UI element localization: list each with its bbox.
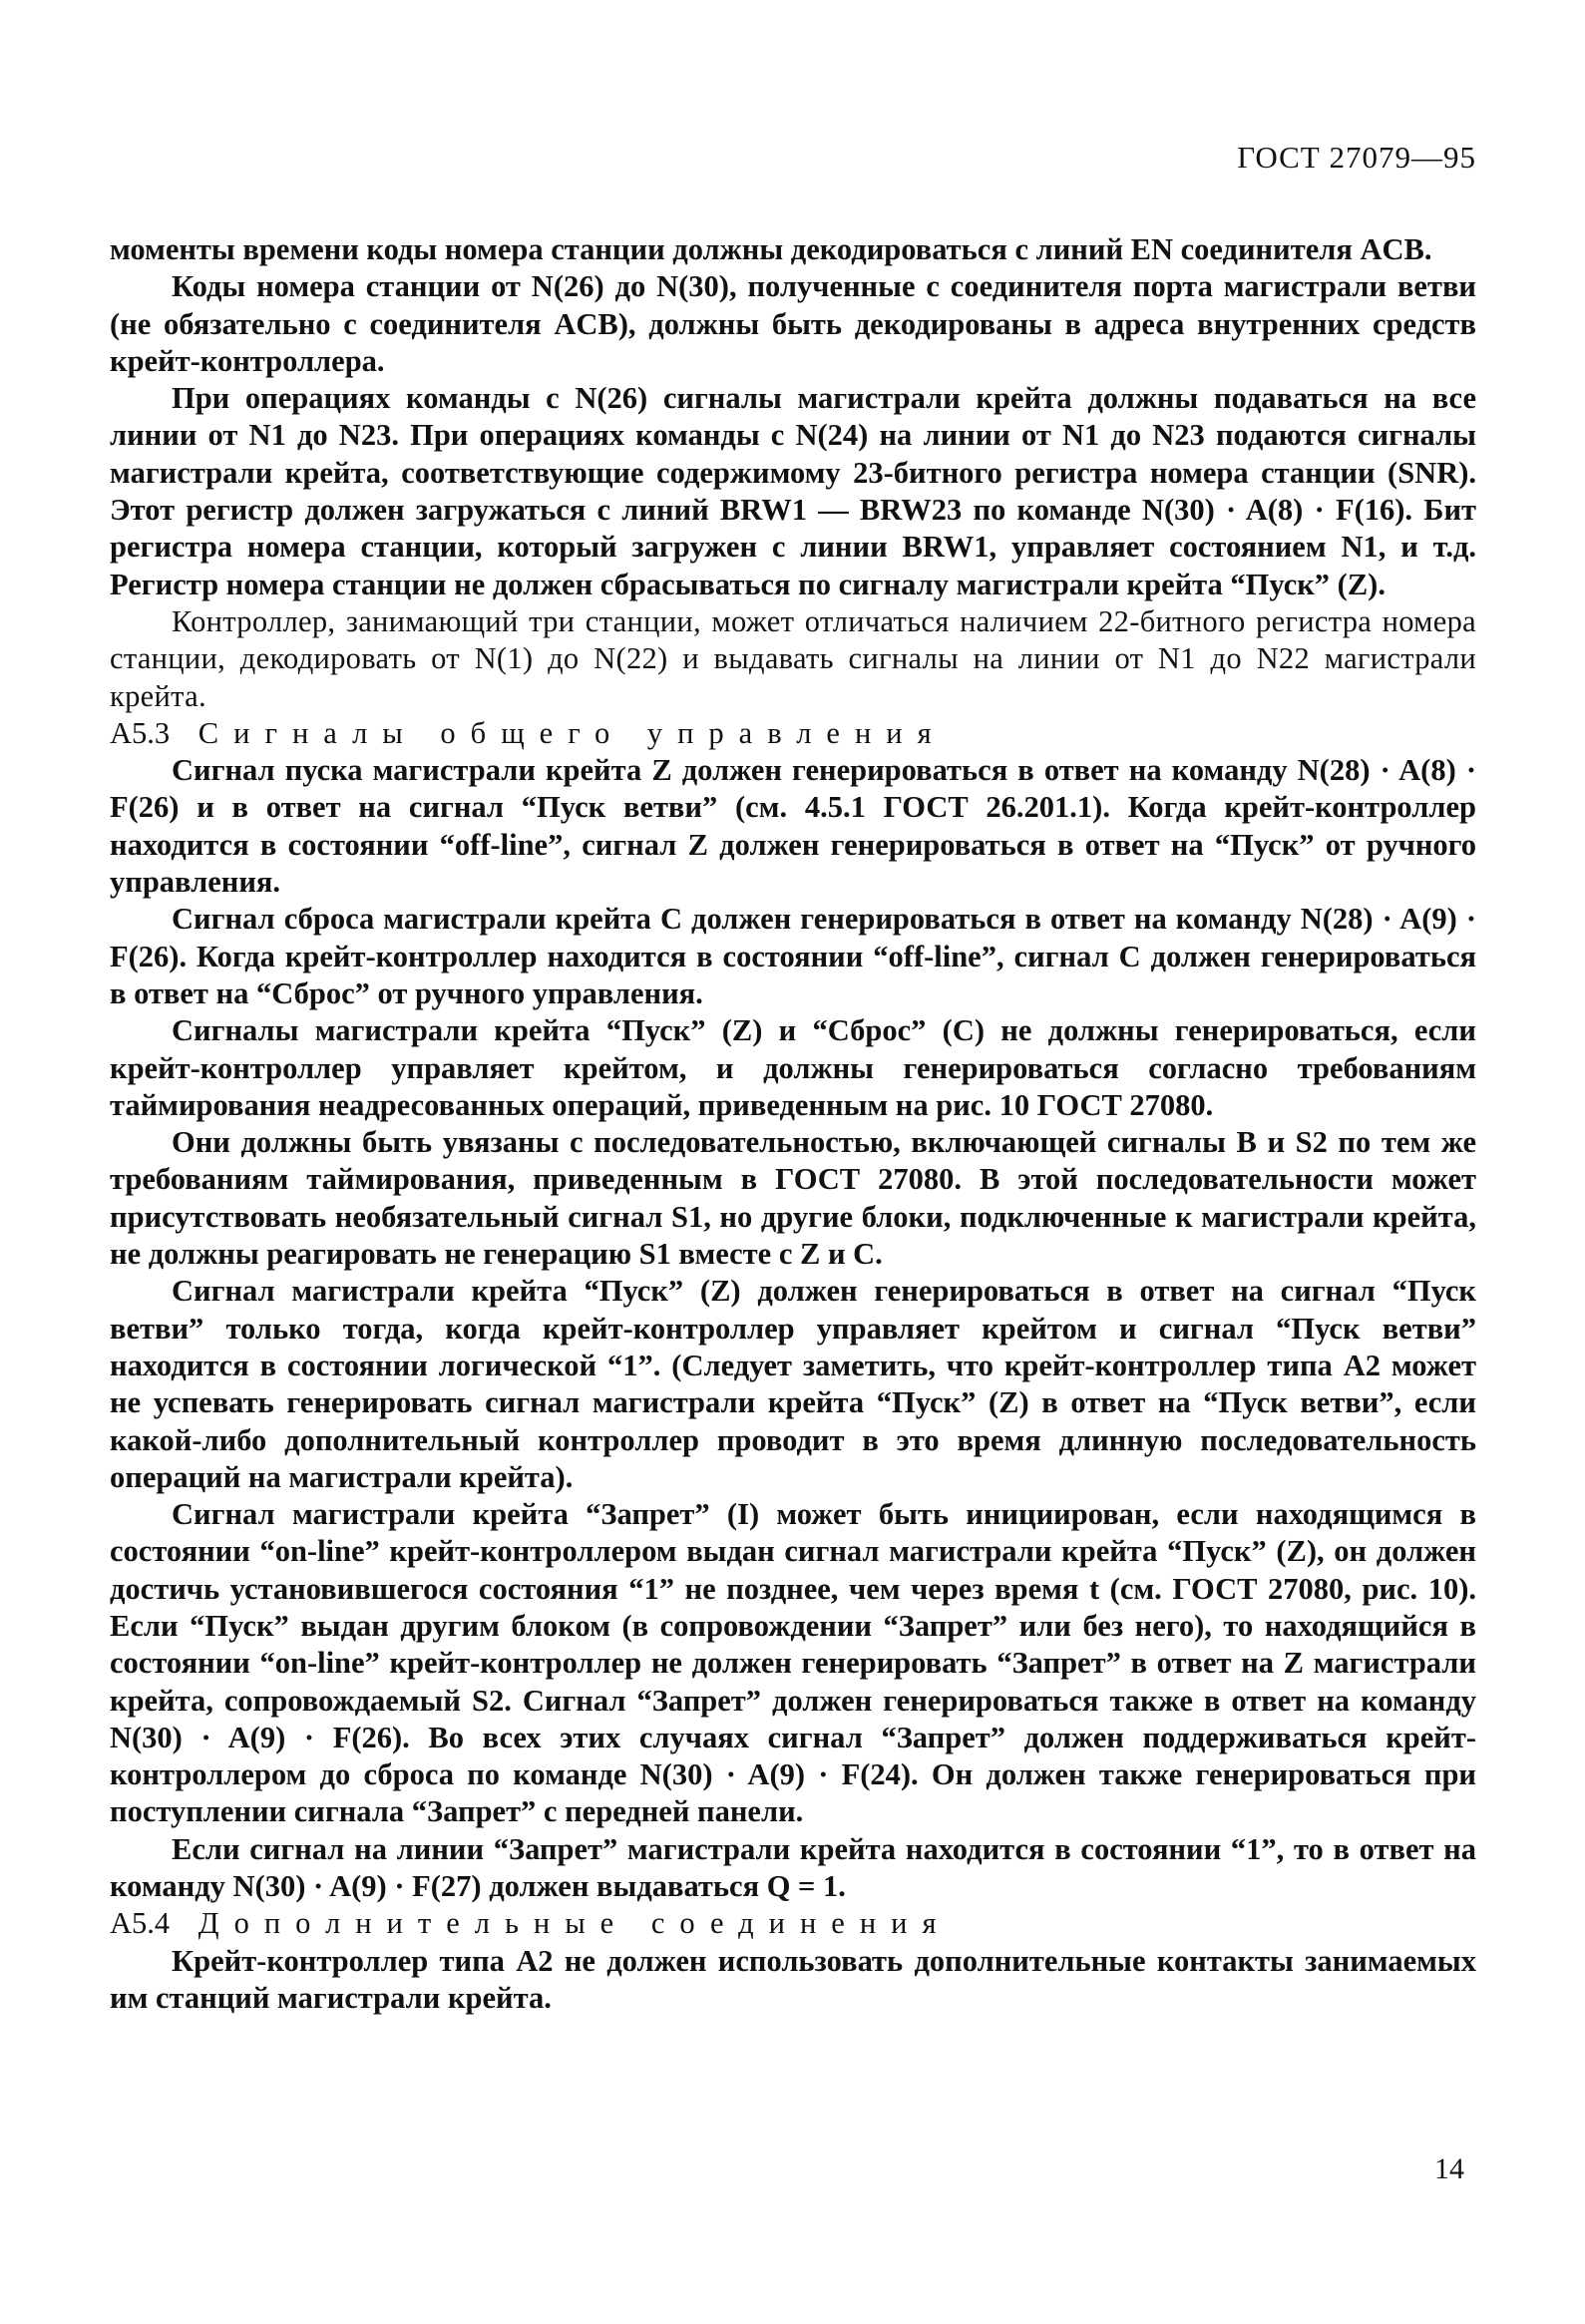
section-heading	[110, 1905, 1476, 1942]
paragraph: При операциях команды с N(26) сигналы магистрали крейта должны подаваться на все линии от N1 до N23. При операциях команды с N(24) на линии от N1 до N23 подаются сигналы магистрали крейта, соответствующие содержимому 23-битного регистра номера станции (SNR). Этот регистр должен загружаться с линий BRW1 — BRW23 по команде N(30) · A(8) · F(16). Бит регистра номера станции, который загружен с линии BRW1, управляет состоянием N1, и т.д. Регистр номера станции не должен сбрасываться по сигналу магистрали крейта “Пуск” (Z).	[110, 381, 1476, 601]
paragraph: Если сигнал на линии “Запрет” магистрали крейта находится в состоянии “1”, то в ответ на команду N(30) · A(9) · F(27) должен выдаваться Q = 1.	[110, 1831, 1476, 1904]
paragraph-continuation: моменты времени коды номера станции должны декодироваться с линий EN соединителя ACB.	[110, 232, 1432, 266]
page-number: 14	[1434, 2152, 1464, 2185]
paragraph: Сигнал пуска магистрали крейта Z должен генерироваться в ответ на команду N(28) · A(8) · F(26) и в ответ на сигнал “Пуск ветви” (см. 4.5.1 ГОСТ 26.201.1). Когда крейт-контроллер находится в состоянии “off-line”, сигнал Z должен генерироваться в ответ на “Пуск” от ручного управления.	[110, 753, 1476, 900]
paragraph: Сигнал сброса магистрали крейта C должен генерироваться в ответ на команду N(28) · A(9) · F(26). Когда крейт-контроллер находится в состоянии “off-line”, сигнал C должен генерироваться в ответ на “Сброс” от ручного управления.	[110, 902, 1476, 1010]
document-body	[110, 231, 1476, 2017]
paragraph: Сигнал магистрали крейта “Пуск” (Z) должен генерироваться в ответ на сигнал “Пуск ветви” только тогда, когда крейт-контроллер управляет крейтом и сигнал “Пуск ветви” находится в состоянии логической “1”. (Следует заметить, что крейт-контроллер типа A2 может не успевать генерировать сигнал магистрали крейта “Пуск” (Z) в ответ на “Пуск ветви”, если какой-либо дополнительный контроллер проводит в это время длинную последовательность операций на магистрали крейта).	[110, 1274, 1476, 1494]
paragraph: Сигналы магистрали крейта “Пуск” (Z) и “Сброс” (C) не должны генерироваться, если крейт-контроллер управляет крейтом, и должны генерироваться согласно требованиям таймирования неадресованных операций, приведенным на рис. 10 ГОСТ 27080.	[110, 1013, 1476, 1122]
section-heading	[110, 715, 1476, 752]
standard-header: ГОСТ 27079—95	[1237, 140, 1476, 175]
section-number: А5.4	[110, 1906, 171, 1941]
document-page	[110, 0, 1476, 2324]
section-number: А5.3	[110, 715, 171, 750]
paragraph: Контроллер, занимающий три станции, может отличаться наличием 22-битного регистра номера станции, декодировать от N(1) до N(22) и выдавать сигналы на линии от N1 до N22 магистрали крейта.	[110, 603, 1476, 713]
paragraph: Сигнал магистрали крейта “Запрет” (I) может быть инициирован, если находящимся в состоянии “on-line” крейт-контроллером выдан сигнал магистрали крейта “Пуск” (Z), он должен достичь установившегося состояния “1” не позднее, чем через время t (см. ГОСТ 27080, рис. 10). Если “Пуск” выдан другим блоком (в сопровождении “Запрет” или без него), то находящийся в состоянии “on-line” крейт-контроллер не должен генерировать “Запрет” в ответ на Z магистрали крейта, сопровождаемый S2. Сигнал “Запрет” должен генерироваться также в ответ на команду N(30) · A(9) · F(26). Во всех этих случаях сигнал “Запрет” должен поддерживаться крейт-контроллером до сброса по команде N(30) · A(9) · F(24). Он должен также генерироваться при поступлении сигнала “Запрет” с передней панели.	[110, 1497, 1476, 1829]
paragraph: Крейт-контроллер типа A2 не должен использовать дополнительные контакты занимаемых им станций магистрали крейта.	[110, 1943, 1476, 2015]
section-title: Дополнительные соединения	[198, 1906, 952, 1941]
paragraph: Коды номера станции от N(26) до N(30), полученные с соединителя порта магистрали ветви (не обязательно с соединителя ACB), должны быть декодированы в адреса внутренних средств крейт-контроллера.	[110, 269, 1476, 378]
section-title: Сигналы общего управления	[198, 715, 947, 750]
paragraph: Они должны быть увязаны с последовательностью, включающей сигналы B и S2 по тем же требованиям таймирования, приведенным в ГОСТ 27080. В этой последовательности может присутствовать необязательный сигнал S1, но другие блоки, подключенные к магистрали крейта, не должны реагировать не генерацию S1 вместе с Z и C.	[110, 1125, 1476, 1272]
